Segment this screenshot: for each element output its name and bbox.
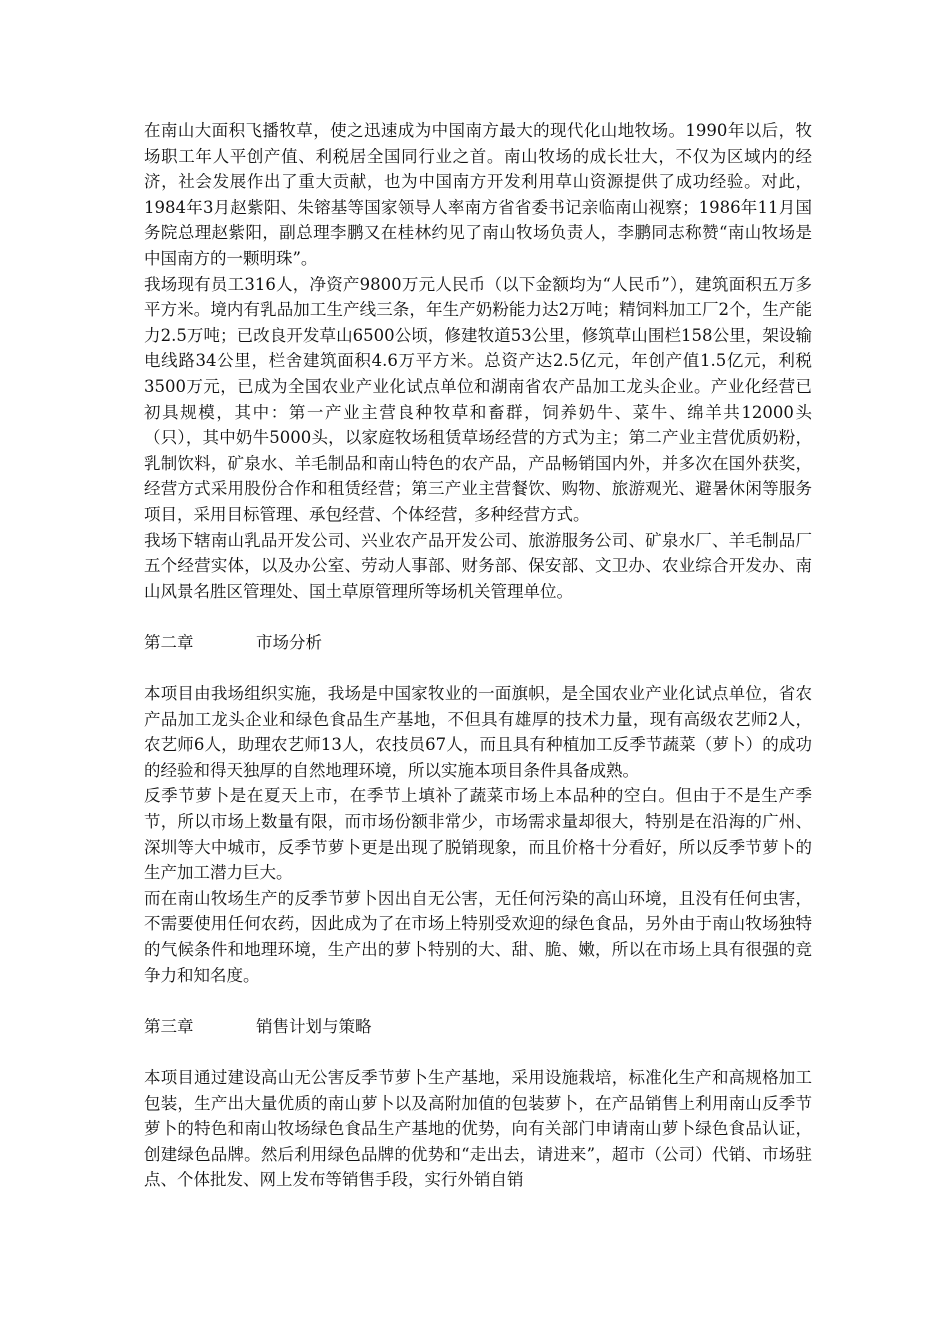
chapter-3-paragraph-1: 本项目通过建设高山无公害反季节萝卜生产基地，采用设施栽培，标准化生产和高规格加工包装，生产出大量优质的南山萝卜以及高附加值的包装萝卜，在产品销售上利用南山反季节萝卜的特色和南山牧场绿色食品生产基地的优势，向有关部门申请南山萝卜绿色食品认证，创建绿色品牌。然后利用绿色品牌的优势和“走出去，请进来”，超市（公司）代销、市场驻点、个体批发、网上发布等销售手段，实行外销自销 [144,1067,812,1190]
chapter-2-paragraph-1: 本项目由我场组织实施，我场是中国家牧业的一面旗帜，是全国农业产业化试点单位，省农产品加工龙头企业和绿色食品生产基地，不但具有雄厚的技术力量，现有高级农艺师2人，农艺师6人，助理农艺师13人，农技员67人，而且具有种植加工反季节蔬菜（萝卜）的成功的经验和得天独厚的自然地理环境，所以实施本项目条件具备成熟。 [144,684,812,780]
chapter-3-number: 第三章 [144,1016,194,1036]
chapter-2-paragraph-2: 反季节萝卜是在夏天上市，在季节上填补了蔬菜市场上本品种的空白。但由于不是生产季节，所以市场上数量有限，而市场份额非常少，市场需求量却很大，特别是在沿海的广州、深圳等大中城市，反季节萝卜更是出现了脱销现象，而且价格十分看好，所以反季节萝卜的生产加工潜力巨大。 [144,786,812,883]
spacer [144,1039,812,1065]
chapter-2-paragraph-3: 而在南山牧场生产的反季节萝卜因出自无公害，无任何污染的高山环境，且没有任何虫害，不需要使用任何农药，因此成为了在市场上特别受欢迎的绿色食品，另外由于南山牧场独特的气候条件和地理环境，生产出的萝卜特别的大、甜、脆、嫩，所以在市场上具有很强的竞争力和知名度。 [144,888,812,985]
chapter-2-number: 第二章 [144,632,194,652]
chapter-3-heading [144,1014,812,1040]
spacer [144,988,812,1014]
intro-paragraph-2: 我场现有员工316人，净资产9800万元人民币（以下金额均为“人民币”），建筑面积五万多平方米。境内有乳品加工生产线三条，年生产奶粉能力达2万吨；精饲料加工厂2个，生产能力2.5万吨；已改良开发草山6500公顷，修建牧道53公里，修筑草山围栏158公里，架设输电线路34公里，栏舍建筑面积4.6万平方米。总资产达2.5亿元，年创产值1.5亿元，利税3500万元，已成为全国农业产业化试点单位和湖南省农产品加工龙头企业。产业化经营已初具规模，其中：第一产业主营良种牧草和畜群，饲养奶牛、菜牛、绵羊共12000头（只），其中奶牛5000头，以家庭牧场租赁草场经营的方式为主；第二产业主营优质奶粉，乳制饮料，矿泉水、羊毛制品和南山特色的农产品，产品畅销国内外，并多次在国外获奖，经营方式采用股份合作和租赁经营；第三产业主营餐饮、购物、旅游观光、避暑休闲等服务项目，采用目标管理、承包经营、个体经营，多种经营方式。 [144,274,812,524]
spacer [144,655,812,681]
intro-paragraph-1: 在南山大面积飞播牧草，使之迅速成为中国南方最大的现代化山地牧场。1990年以后，牧场职工年人平创产值、利税居全国同行业之首。南山牧场的成长壮大，不仅为区域内的经济，社会发展作出了重大贡献，也为中国南方开发利用草山资源提供了成功经验。对此，1984年3月赵紫阳、朱镕基等国家领导人率南方省省委书记亲临南山视察；1986年11月国务院总理赵紫阳，副总理李鹏又在桂林约见了南山牧场负责人，李鹏同志称赞“南山牧场是中国南方的一颗明珠”。 [144,121,812,268]
document-page [144,118,812,1193]
chapter-2-title: 市场分析 [256,632,322,652]
chapter-3-title: 销售计划与策略 [256,1016,372,1036]
chapter-2-heading [144,630,812,656]
intro-paragraph-3: 我场下辖南山乳品开发公司、兴业农产品开发公司、旅游服务公司、矿泉水厂、羊毛制品厂五个经营实体，以及办公室、劳动人事部、财务部、保安部、文卫办、农业综合开发办、南山风景名胜区管理处、国土草原管理所等场机关管理单位。 [144,530,812,601]
spacer [144,604,812,630]
